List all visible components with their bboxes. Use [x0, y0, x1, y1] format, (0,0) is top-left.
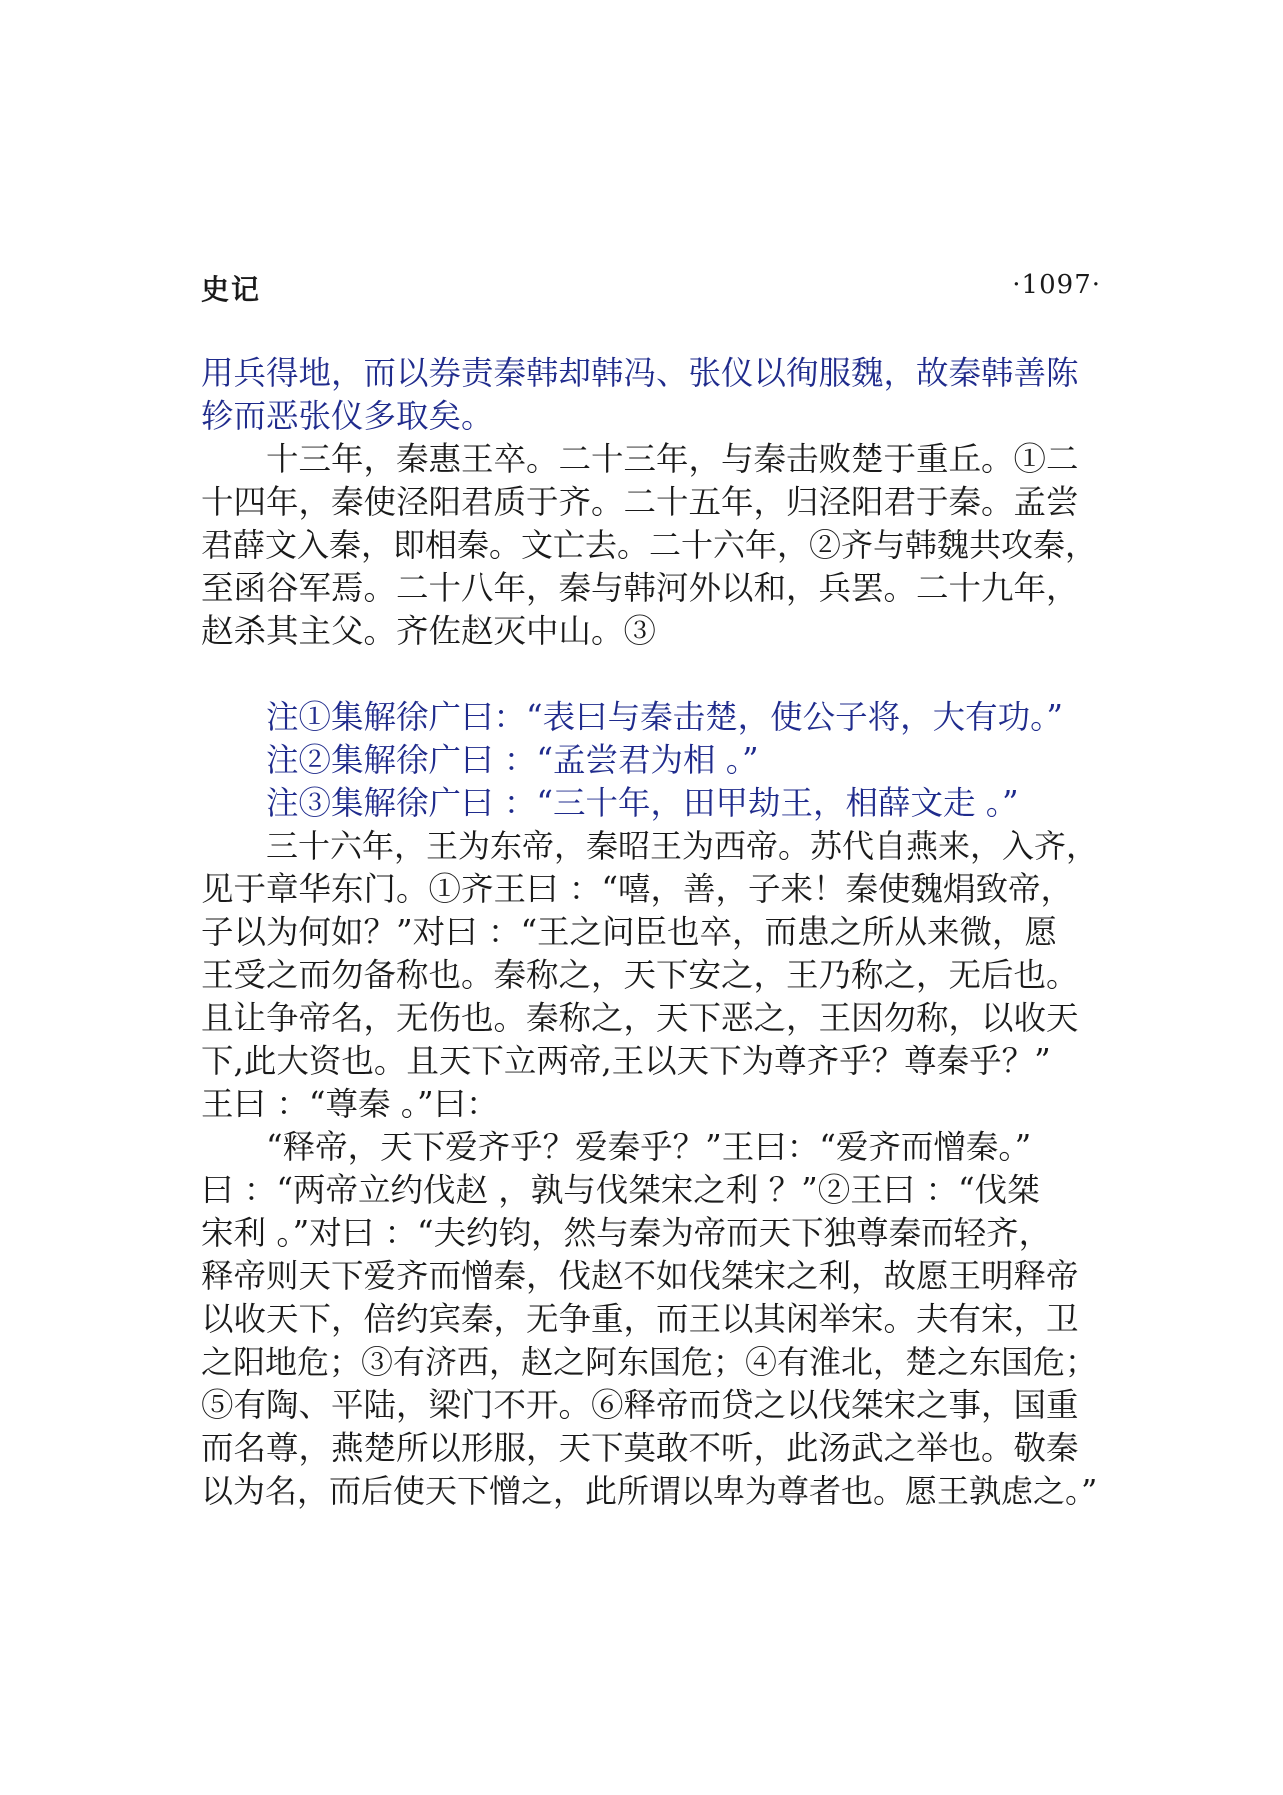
text-line: “释帝，天下爱齐乎？爱秦乎？”王曰：“爱齐而憎秦。”	[266, 1128, 1032, 1166]
annotation-notes	[201, 696, 1101, 825]
paragraph-3	[201, 1126, 1101, 1513]
page-body	[201, 352, 1101, 1513]
text-line: 君薛文入秦，即相秦。文亡去。二十六年，②齐与韩魏共攻秦，	[201, 526, 1098, 564]
text-line: 且让争帝名，无伤也。秦称之，天下恶之，王因勿称，以收天	[201, 999, 1079, 1037]
text-line: 用兵得地，而以券责秦韩却韩冯、张仪以徇服魏，故秦韩善陈	[201, 354, 1079, 392]
text-line: 赵杀其主父。齐佐赵灭中山。③	[201, 612, 657, 650]
text-line: 宋利 。”对曰 ：“夫约钧，然与秦为帝而天下独尊秦而轻齐，	[201, 1214, 1052, 1252]
text-line: 下,此大资也。且天下立两帝,王以天下为尊齐乎？尊秦乎？”	[201, 1042, 1051, 1080]
text-line: 以收天下，倍约宾秦，无争重，而王以其闲举宋。夫有宋，卫	[201, 1300, 1079, 1338]
spacer	[201, 653, 1101, 696]
text-line: 至函谷军焉。二十八年，秦与韩河外以和，兵罢。二十九年，	[201, 569, 1079, 607]
text-line: 见于章华东门。①齐王曰 ：“嘻，善，子来！秦使魏焆致帝，	[201, 870, 1073, 908]
page-number: ·1097·	[1012, 270, 1101, 300]
text-line: 释帝则天下爱齐而憎秦，伐赵不如伐桀宋之利，故愿王明释帝	[201, 1257, 1079, 1295]
paragraph-2	[201, 825, 1101, 1126]
continuation-text	[201, 352, 1101, 438]
text-line: 轸而恶张仪多取矣。	[201, 397, 494, 435]
page-header	[201, 268, 1101, 308]
paragraph-1	[201, 438, 1101, 653]
text-line: 之阳地危；③有济西，赵之阿东国危；④有淮北，楚之东国危；	[201, 1343, 1098, 1381]
text-line: 十三年，秦惠王卒。二十三年，与秦击败楚于重丘。①二	[266, 440, 1079, 478]
text-line: 十四年，秦使泾阳君质于齐。二十五年，归泾阳君于秦。孟尝	[201, 483, 1079, 521]
text-line: 子以为何如？”对曰 ：“王之问臣也卒，而患之所从来微，愿	[201, 913, 1058, 951]
annotation-note: 注②集解徐广曰 ：“孟尝君为相 。”	[266, 741, 759, 779]
text-line: 而名尊，燕楚所以形服，天下莫敢不听，此汤武之举也。敬秦	[201, 1429, 1079, 1467]
text-line: 三十六年，王为东帝，秦昭王为西帝。苏代自燕来，入齐，	[266, 827, 1099, 865]
book-title: 史记	[201, 273, 262, 306]
annotation-note: 注③集解徐广曰 ：“三十年，田甲劫王，相薛文走 。”	[266, 784, 1019, 822]
text-line: 以为名，而后使天下憎之，此所谓以卑为尊者也。愿王孰虑之。”	[201, 1472, 1098, 1510]
text-line: 曰 ：“两帝立约伐赵 ，孰与伐桀宋之利 ？”②王曰 ：“伐桀	[201, 1171, 1040, 1209]
text-line: 王受之而勿备称也。秦称之，天下安之，王乃称之，无后也。	[201, 956, 1079, 994]
text-line: ⑤有陶、平陆，梁门不开。⑥释帝而贷之以伐桀宋之事，国重	[201, 1386, 1079, 1424]
annotation-note: 注①集解徐广曰：“表曰与秦击楚，使公子将，大有功。”	[266, 698, 1063, 736]
text-line: 王曰 ：“尊秦 。”曰：	[201, 1085, 499, 1123]
